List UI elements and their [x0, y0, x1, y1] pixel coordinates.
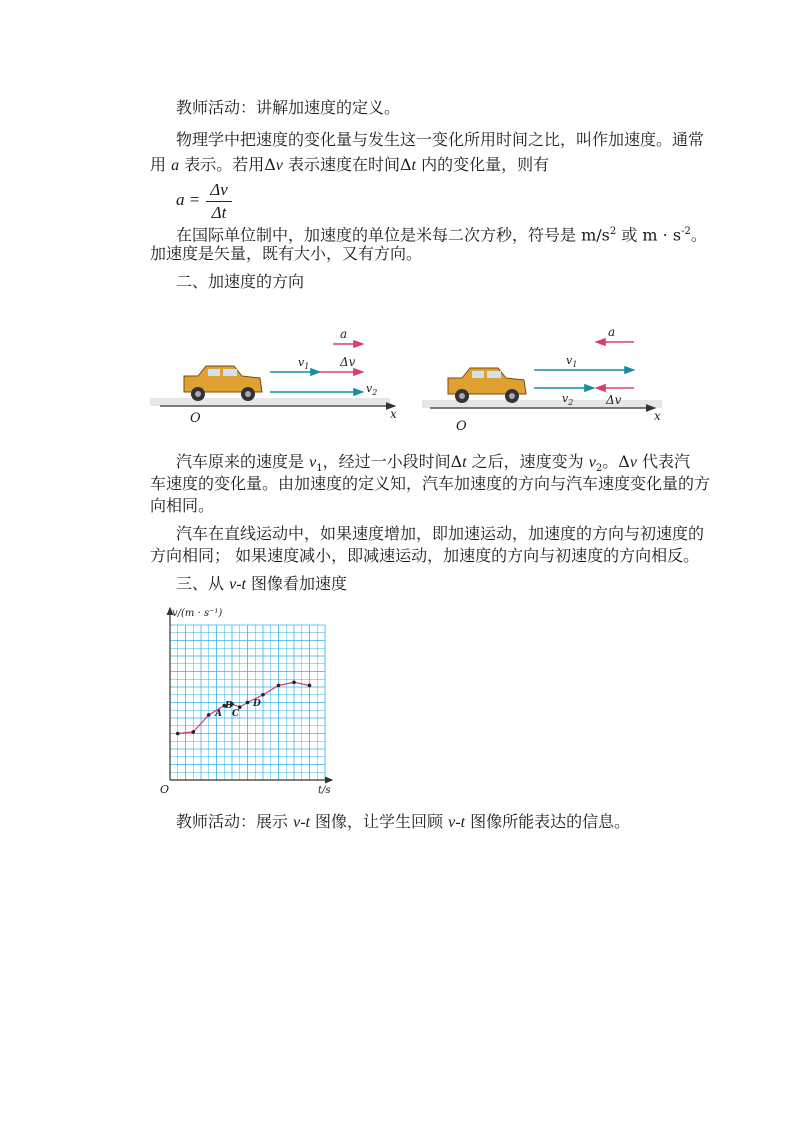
origin-label: O — [190, 411, 201, 426]
point-label-c: C — [232, 709, 240, 719]
label-delta-v: Δv — [606, 393, 622, 407]
text-run: ，经过一小段时间Δ — [322, 452, 463, 471]
symbol-v1: v — [309, 454, 317, 471]
svg-text:v1 — [298, 356, 309, 371]
paragraph-linear-line1: 汽车在直线运动中，如果速度增加，即加速运动，加速度的方向与初速度的 — [176, 524, 705, 543]
data-point — [176, 732, 180, 736]
x-axis-label: x — [390, 407, 397, 421]
y-axis-label: v/(m · s⁻¹) — [172, 608, 223, 619]
origin-label: O — [456, 419, 467, 434]
symbol-v: v — [629, 454, 637, 471]
symbol-vt: v-t — [293, 814, 310, 831]
paragraph-definition-line2 — [150, 155, 549, 176]
label-v1: v — [298, 356, 305, 369]
x-axis-label: x — [654, 409, 661, 423]
left-panel — [150, 327, 397, 426]
text-run: 在国际单位制中，加速度的单位是米每二次方秒，符号是 m/s — [176, 225, 610, 245]
symbol-vt: v-t — [448, 814, 466, 831]
symbol-v2: v — [588, 454, 596, 471]
car-icon — [184, 366, 262, 401]
text-run: 用 — [150, 155, 167, 174]
text-run: 表示。若用Δ — [179, 155, 276, 174]
paragraph-definition-line1: 物理学中把速度的变化量与发生这一变化所用时间之比，叫作加速度。通常 — [176, 130, 705, 149]
data-point — [246, 701, 250, 705]
paragraph-units-line2: 加速度是矢量，既有大小，又有方向。 — [150, 244, 423, 263]
vt-graph — [150, 600, 350, 800]
data-point — [277, 684, 281, 688]
symbol-t: t — [462, 454, 467, 471]
data-points — [176, 681, 311, 736]
text-run: 。Δ — [602, 452, 630, 471]
svg-text:v2 — [366, 382, 377, 397]
subscript: 1 — [572, 360, 578, 369]
teacher-activity-2 — [176, 812, 630, 833]
teacher-activity-1: 教师活动：讲解加速度的定义。 — [176, 98, 401, 117]
data-point — [261, 693, 265, 697]
label-a: a — [340, 327, 348, 341]
symbol-v: v — [275, 157, 283, 174]
paragraph-car-line2: 车速度的变化量。由加速度的定义知，汽车加速度的方向与汽车速度变化量的方 — [150, 474, 711, 493]
x-axis-label: t/s — [318, 785, 331, 796]
section-heading-direction: 二、加速度的方向 — [176, 272, 305, 291]
text-run: 图像，让学生回顾 — [309, 812, 449, 831]
formula-lhs: a = — [176, 190, 201, 209]
text-run: 图像所能表达的信息。 — [465, 812, 631, 831]
subscript: 2 — [568, 398, 574, 407]
label-v1: v — [566, 354, 573, 367]
point-label-a: A — [215, 709, 222, 719]
text-run: 三、从 — [176, 574, 230, 593]
subscript: 1 — [304, 362, 310, 371]
data-point — [191, 730, 195, 734]
label-v2: v — [562, 392, 569, 405]
paragraph-linear-line2: 方向相同； 如果速度减小，即减速运动，加速度的方向与初速度的方向相反。 — [150, 546, 700, 565]
car-acceleration-figure — [150, 320, 670, 435]
text-run: 或 m · s — [616, 225, 682, 245]
symbol-t: t — [411, 157, 416, 174]
formula-denominator: Δt — [211, 203, 227, 222]
point-label-b: B — [225, 701, 233, 711]
superscript: -2 — [681, 226, 691, 237]
formula-fraction — [206, 180, 232, 223]
text-run: 内的变化量，则有 — [415, 155, 550, 174]
symbol-vt: v-t — [229, 576, 246, 593]
paragraph-car-line3: 向相同。 — [150, 496, 215, 515]
label-v2: v — [366, 382, 373, 395]
text-run: 代表汽 — [636, 452, 691, 471]
text-run: 表示速度在时间Δ — [282, 155, 412, 174]
paragraph-units-line1 — [176, 222, 707, 245]
subscript: 2 — [595, 463, 603, 475]
subscript: 1 — [316, 463, 323, 475]
formula-numerator: Δv — [206, 180, 232, 202]
right-panel — [422, 325, 662, 434]
section-heading-vt — [176, 574, 347, 595]
text-run: 教师活动：展示 — [176, 812, 294, 831]
superscript: 2 — [609, 226, 617, 237]
text-run: 之后，速度变为 — [466, 452, 589, 471]
point-label-d: D — [253, 699, 261, 709]
subscript: 2 — [372, 388, 378, 397]
svg-text:v1 — [566, 354, 577, 369]
data-point — [292, 681, 296, 685]
car-icon — [448, 368, 526, 403]
svg-text:v2 — [562, 392, 573, 407]
data-point — [308, 684, 312, 688]
label-a: a — [608, 325, 616, 339]
road — [150, 398, 390, 406]
origin-label: O — [160, 783, 170, 796]
data-point — [207, 713, 211, 717]
text-run: 。 — [690, 225, 707, 245]
symbol-a: a — [171, 157, 180, 174]
label-delta-v: Δv — [340, 355, 356, 369]
text-run: 汽车原来的速度是 — [176, 452, 310, 471]
text-run: 图像看加速度 — [245, 574, 348, 593]
